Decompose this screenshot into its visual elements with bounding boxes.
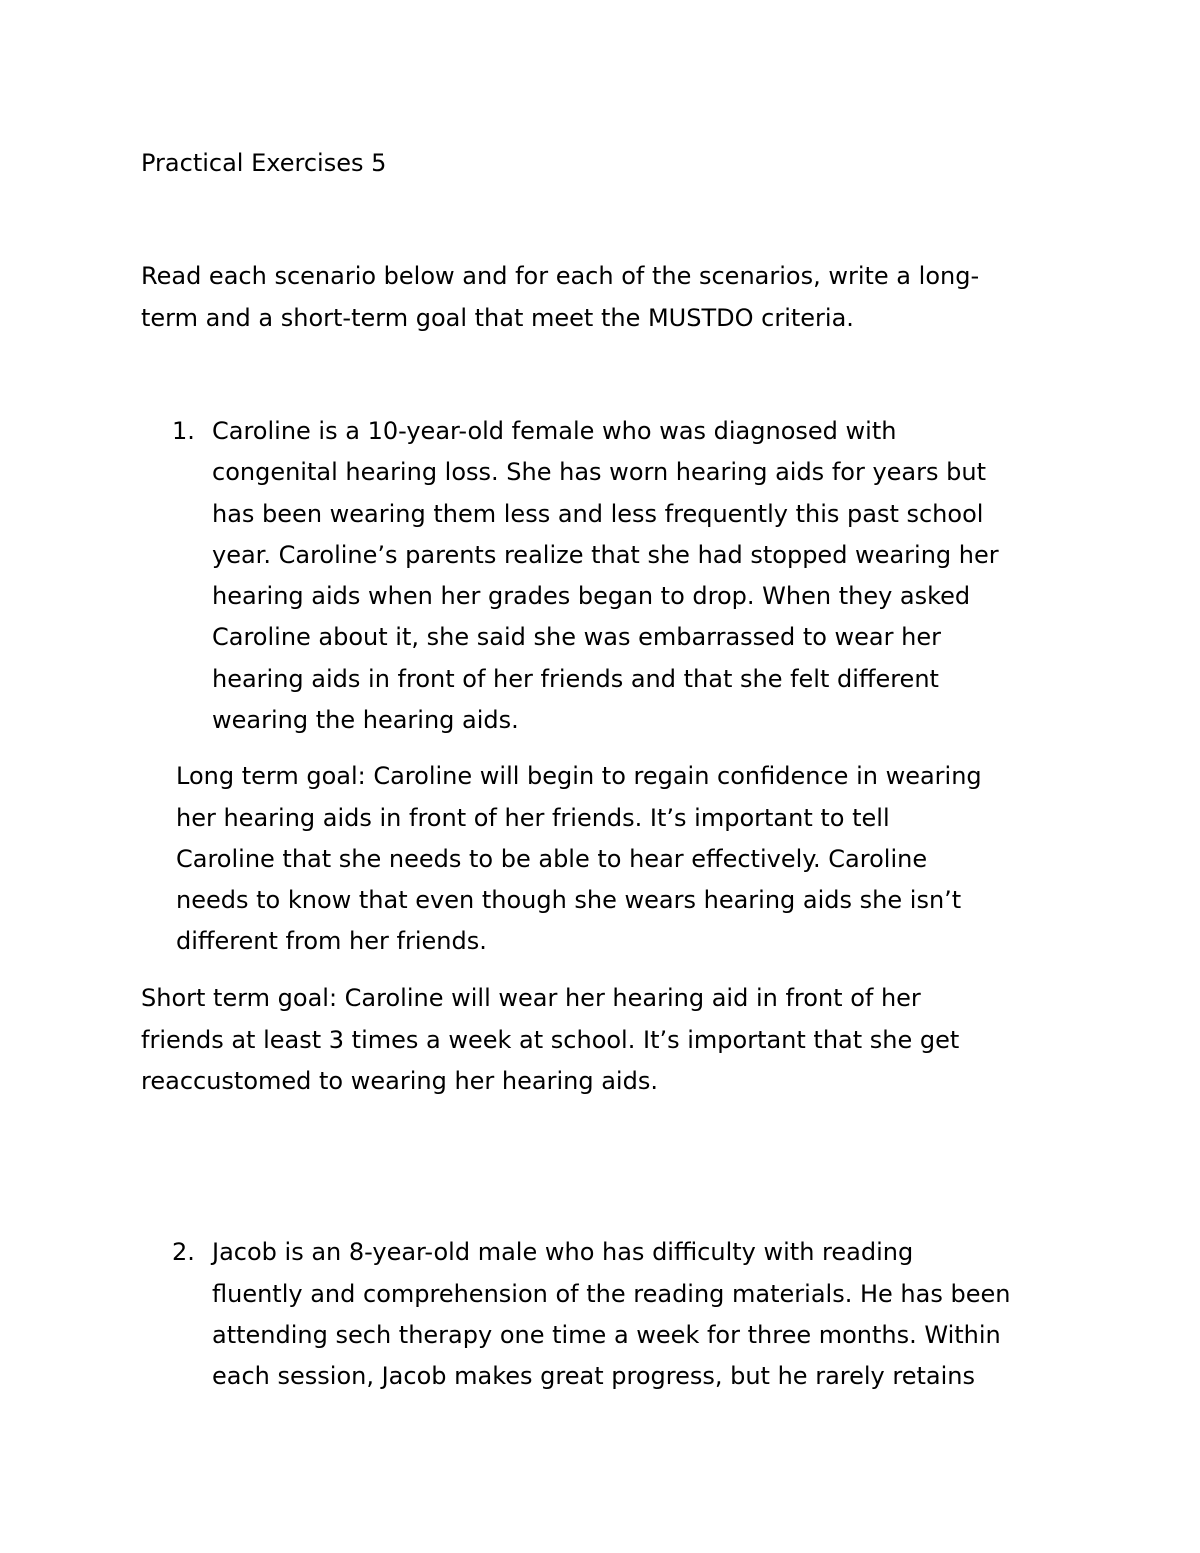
long-term-goal-line: Long term goal: Caroline will begin to regain confidence in wearing xyxy=(176,762,982,790)
scenario-line: year. Caroline’s parents realize that she had stopped wearing her xyxy=(212,541,999,569)
scenario-line: hearing aids when her grades began to drop. When they asked xyxy=(212,582,971,610)
scenario-line: attending sech therapy one time a week for three months. Within xyxy=(212,1321,1001,1349)
scenario-line: Caroline about it, she said she was embarrassed to wear her xyxy=(212,623,941,651)
long-term-goal-line: her hearing aids in front of her friends. It’s important to tell xyxy=(176,804,890,832)
instructions-line: term and a short-term goal that meet the MUSTDO criteria. xyxy=(141,304,854,332)
scenario-line: fluently and comprehension of the reading materials. He has been xyxy=(212,1280,1011,1308)
scenario-line: Jacob is an 8-year-old male who has difficulty with reading xyxy=(212,1238,914,1266)
long-term-goal-line: Caroline that she needs to be able to hear effectively. Caroline xyxy=(176,845,928,873)
list-number: 1. xyxy=(172,417,195,445)
list-number: 2. xyxy=(172,1238,195,1266)
scenario-line: Caroline is a 10-year-old female who was diagnosed with xyxy=(212,417,897,445)
long-term-goal-line: needs to know that even though she wears hearing aids she isn’t xyxy=(176,886,962,914)
short-term-goal-line: reaccustomed to wearing her hearing aids. xyxy=(141,1067,658,1095)
scenario-line: wearing the hearing aids. xyxy=(212,706,519,734)
long-term-goal-line: different from her friends. xyxy=(176,927,487,955)
scenario-line: congenital hearing loss. She has worn hearing aids for years but xyxy=(212,458,986,486)
short-term-goal-line: Short term goal: Caroline will wear her hearing aid in front of her xyxy=(141,984,921,1012)
scenario-line: hearing aids in front of her friends and that she felt different xyxy=(212,665,939,693)
document-title: Practical Exercises 5 xyxy=(141,149,387,177)
scenario-line: has been wearing them less and less frequently this past school xyxy=(212,500,984,528)
scenario-line: each session, Jacob makes great progress, but he rarely retains xyxy=(212,1362,975,1390)
instructions-line: Read each scenario below and for each of the scenarios, write a long- xyxy=(141,262,980,290)
short-term-goal-line: friends at least 3 times a week at school. It’s important that she get xyxy=(141,1026,960,1054)
